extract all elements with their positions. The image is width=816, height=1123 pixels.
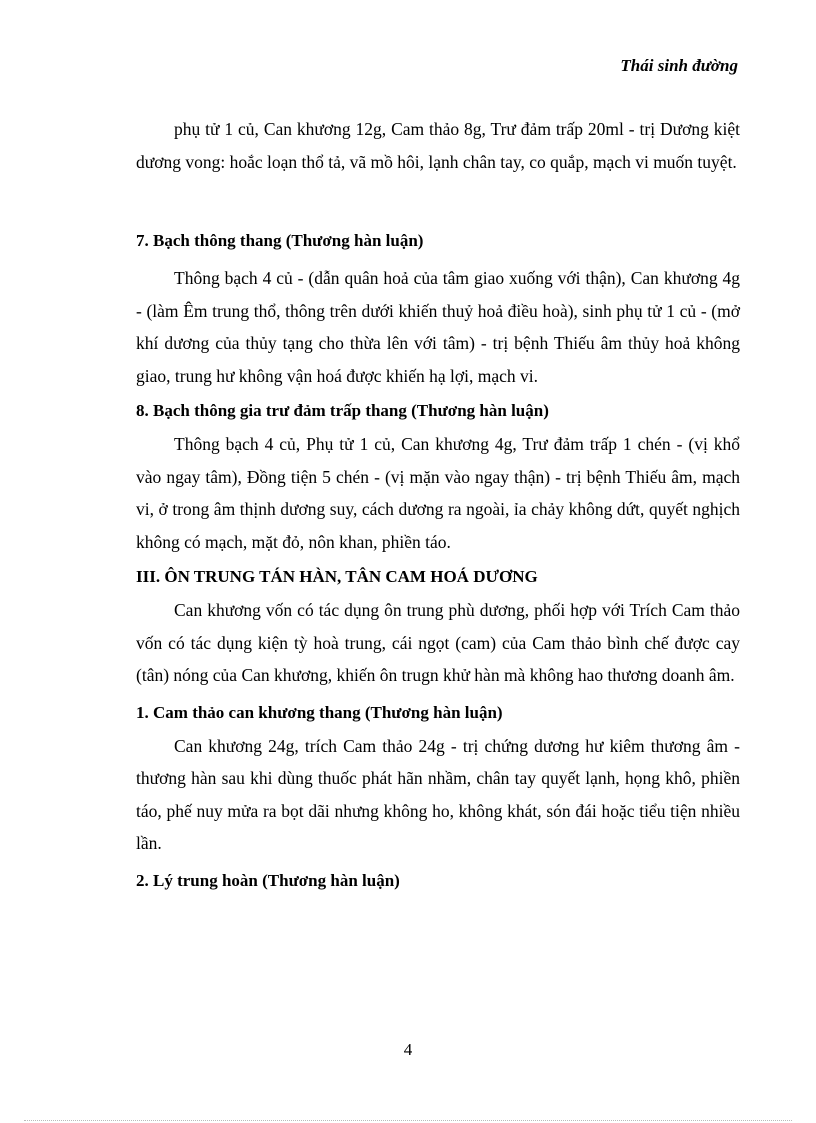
paragraph: Can khương vốn có tác dụng ôn trung phù dương, phối hợp với Trích Cam thảo vốn có tác dụng kiện tỳ hoà trung, cái ngọt (cam) của Cam thảo bình chế được cay (tân) nóng của Can khương, khiến ôn trugn khử hàn mà không hao thương doanh âm. <box>136 600 740 685</box>
section-heading: 7. Bạch thông thang (Thương hàn luận) <box>136 231 424 250</box>
section-heading: 1. Cam thảo can khương thang (Thương hàn luận) <box>136 702 503 722</box>
section-heading: III. ÔN TRUNG TÁN HÀN, TÂN CAM HOÁ DƯƠNG <box>136 567 538 586</box>
paragraph: phụ tử 1 củ, Can khương 12g, Cam thảo 8g, Trư đảm trấp 20ml - trị Dương kiệt dương vong: hoắc loạn thổ tả, vã mồ hôi, lạnh chân tay, co quắp, mạch vi muốn tuyệt. <box>136 119 740 172</box>
document-header: Thái sinh đường <box>620 56 738 75</box>
page-bottom-border <box>24 1120 792 1121</box>
paragraph: Can khương 24g, trích Cam thảo 24g - trị chứng dương hư kiêm thương âm - thương hàn sau khi dùng thuốc phát hãn nhầm, chân tay quyết lạnh, họng khô, phiền táo, phế nuy mửa ra bọt dãi nhưng không ho, không khát, són đái hoặc tiểu tiện nhiều lần. <box>136 735 740 853</box>
section-heading: 8. Bạch thông gia trư đảm trấp thang (Thương hàn luận) <box>136 401 549 420</box>
section-heading: 2. Lý trung hoàn (Thương hàn luận) <box>136 870 400 890</box>
page-number: 4 <box>403 1040 413 1059</box>
paragraph: Thông bạch 4 củ, Phụ tử 1 củ, Can khương 4g, Trư đảm trấp 1 chén - (vị khổ vào ngay tâm), Đồng tiện 5 chén - (vị mặn vào ngay thận) - trị bệnh Thiếu âm, mạch vi, ở trong âm thịnh dương suy, cách dương ra ngoài, ỉa chảy không dứt, quyết nghịch không có mạch, mặt đỏ, nôn khan, phiền táo. <box>136 434 740 552</box>
paragraph: Thông bạch 4 củ - (dẫn quân hoả của tâm giao xuống với thận), Can khương 4g - (làm Êm trung thổ, thông trên dưới khiến thuỷ hoả điều hoà), sinh phụ tử 1 củ - (mở khí dương của thủy tạng cho thừa lên với tâm) - trị bệnh Thiếu âm thủy hoả không giao, trung hư không vận hoá được khiến hạ lợi, mạch vi. <box>136 268 740 386</box>
document-body <box>136 113 740 896</box>
